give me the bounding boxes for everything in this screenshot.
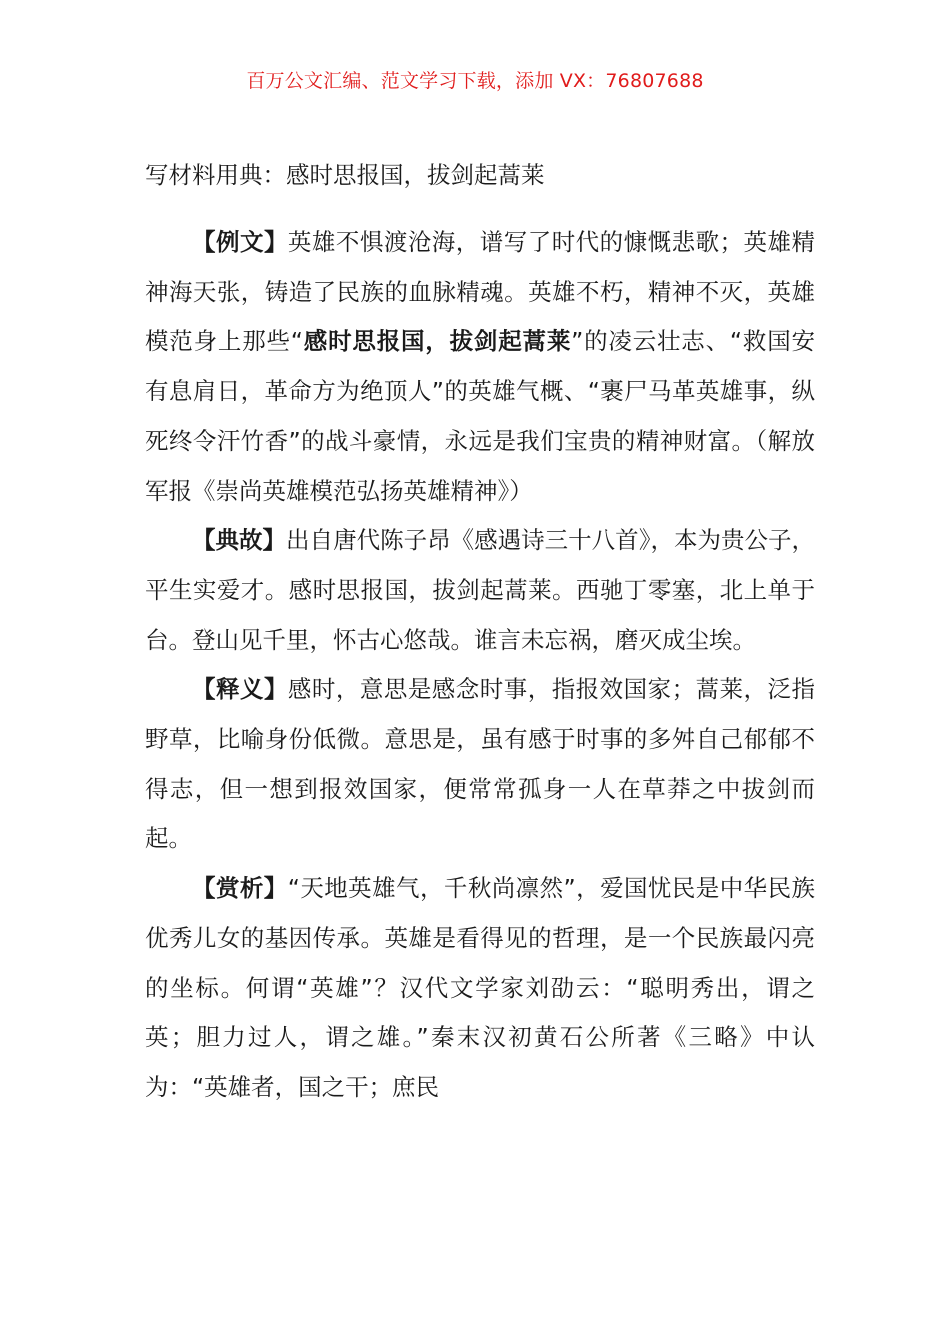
- paragraph-text: 出自唐代陈子昂《感遇诗三十八首》，本为贵公子，平生实爱才。感时思报国，拔剑起蒿莱。西驰丁零塞，北上单于台。登山见千里，怀古心悠哉。谁言未忘祸，磨灭成尘埃。: [145, 526, 816, 654]
- paragraph-label: 【释义】: [192, 675, 288, 704]
- paragraph-text: “天地英雄气，千秋尚凛然”，爱国忧民是中华民族优秀儿女的基因传承。英雄是看得见的哲理，是一个民族最闪亮的坐标。何谓“英雄”？汉代文学家刘劭云：“聪明秀出，谓之英；胆力过人，谓之雄。”秦末汉初黄石公所著《三略》中认为：“英雄者，国之干；庶民: [145, 874, 815, 1101]
- emphasized-quote: 感时思报国，拔剑起蒿莱: [303, 327, 572, 356]
- document-body: [145, 218, 815, 1113]
- paragraph-label: 【典故】: [192, 526, 287, 555]
- paragraph-example: [145, 218, 815, 516]
- document-title: 写材料用典：感时思报国，拔剑起蒿莱: [145, 161, 545, 189]
- header-watermark: 百万公文汇编、范文学习下载，添加 VX：76807688: [246, 70, 704, 92]
- paragraph-text: 感时，意思是感念时事，指报效国家；蒿莱，泛指野草，比喻身份低微。意思是，虽有感于时事的多舛自己郁郁不得志，但一想到报效国家，便常常孤身一人在草莽之中拔剑而起。: [145, 675, 816, 853]
- paragraph-text: ”的凌云壮志、“救国安有息肩日，革命方为绝顶人”的英雄气概、“裹尸马革英雄事，纵死终令汗竹香”的战斗豪情，永远是我们宝贵的精神财富。（解放军报《崇尚英雄模范弘扬英雄精神》）: [145, 327, 815, 505]
- paragraph-label: 【例文】: [192, 228, 288, 256]
- paragraph-allusion: [145, 516, 815, 665]
- paragraph-interpretation: [145, 665, 815, 864]
- paragraph-appreciation: [145, 864, 815, 1113]
- paragraph-text: 英雄不惧渡沧海，谱写了时代的慷慨悲歌；英雄精神海天张，铸造了民族的血脉精魂。英雄不朽，精神不灭，英雄模范身上那些“: [145, 228, 816, 356]
- paragraph-label: 【赏析】: [192, 874, 288, 903]
